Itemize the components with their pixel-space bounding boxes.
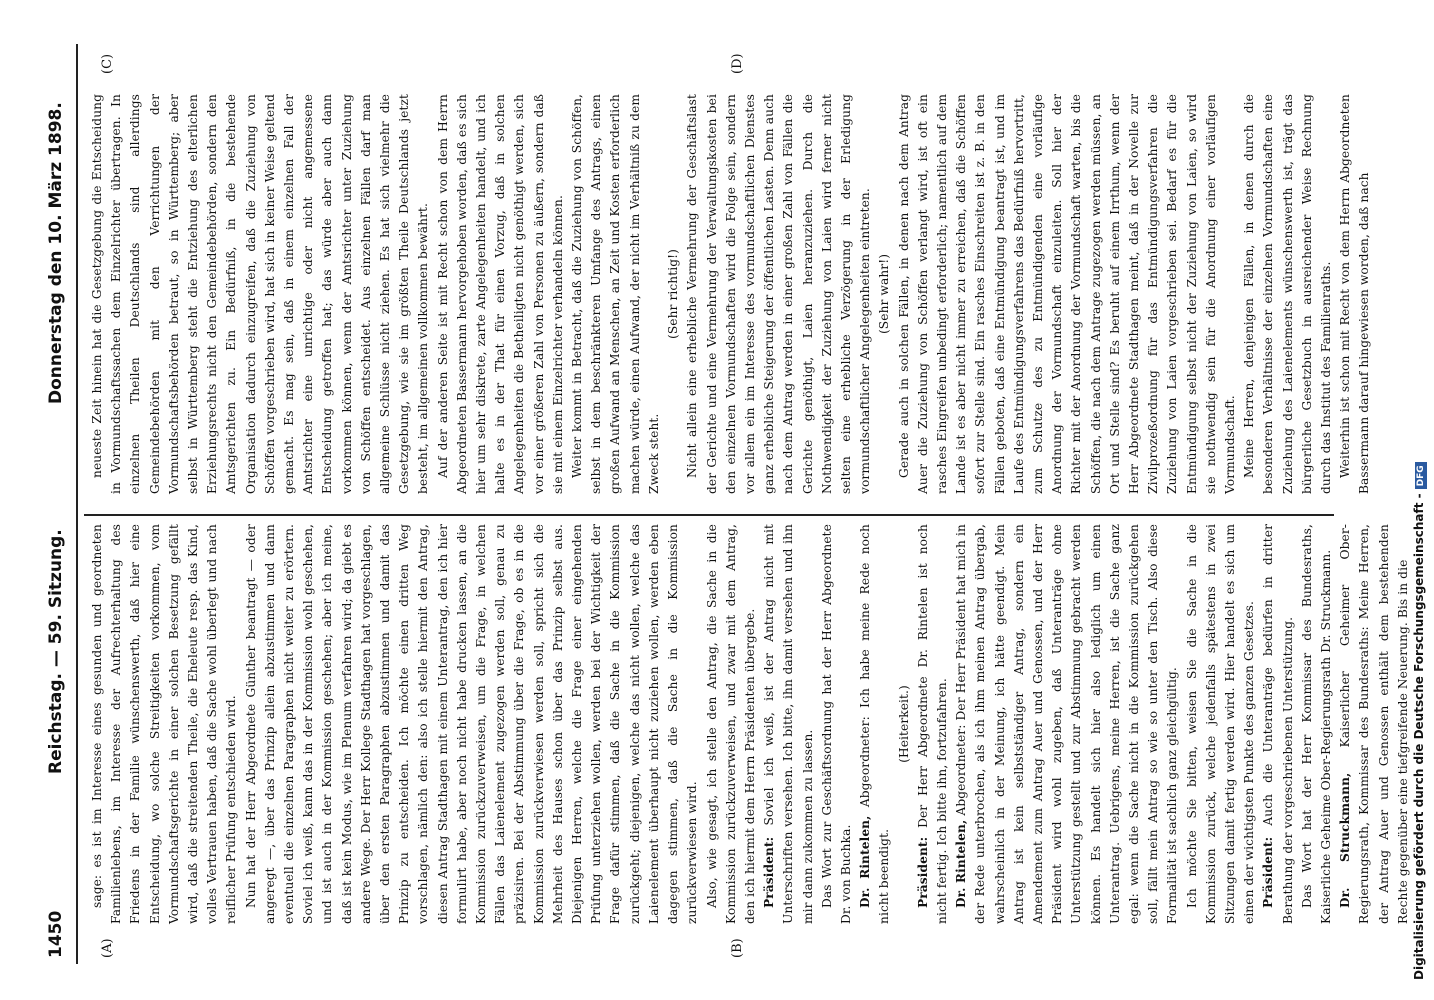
- paragraph: [703, 524, 761, 924]
- left-column: [88, 524, 1410, 924]
- margin-mark-b: (B): [730, 938, 745, 958]
- paragraph: [683, 94, 875, 494]
- paragraph-text: Das Wort hat der Herr Kommissar des Bundesraths, Kaiserliche Geheime Ober-Regierungsrath Dr. Struckmann.: [1299, 524, 1333, 924]
- margin-mark-c: (C): [100, 53, 115, 74]
- paragraph: [88, 94, 434, 494]
- paragraph: [1259, 524, 1297, 924]
- speaker-name: Dr. Rintelen,: [858, 815, 873, 908]
- paragraph: [818, 524, 856, 924]
- paragraph-text: neueste Zeit hinein hat die Gesetzgebung die Entscheidung in Vormundschaftssachen dem Einzelrichter übertragen. In einzelnen Theilen Deutschlands sind allerdings Gemeindebehörden mit den Verrichtungen der Vormundschaftsbehörden betraut, so in Württemberg; aber selbst in Württemberg steht die Entziehung des elterlichen Erziehungsrechts nicht den Gemeindebehörden, sondern den Amtsgerichten zu. Ein Bedürfniß, in die bestehende Organisation dadurch einzugreifen, daß die Zuziehung von Schöffen vorgeschrieben wird, hat sich in keiner Weise geltend gemacht. Es mag sein, daß in einem einzelnen Fall der Amtsrichter eine unrichtige oder nicht angemessene Entscheidung getroffen hat; das würde aber auch dann vorkommen können, wenn der Amtsrichter unter Zuziehung von Schöffen entscheidet. Aus einzelnen Fällen darf man allgemeine Schlüsse nicht ziehen. Es hat sich vielmehr die Gesetzgebung, wie sie im größten Theile Deutschlands jetzt besteht, im allgemeinen vollkommen bewährt.: [90, 94, 431, 494]
- paragraph: [952, 524, 1182, 924]
- paragraph: [1298, 524, 1336, 924]
- speaker-name: Dr. Rintelen,: [954, 819, 969, 908]
- paragraph: [568, 94, 664, 494]
- header-rule: [76, 44, 78, 964]
- paragraph: [1336, 524, 1413, 924]
- paragraph: [856, 524, 894, 924]
- right-column: [88, 94, 1372, 494]
- paragraph: [88, 524, 242, 924]
- header-date: Donnerstag den 10. März 1898.: [46, 102, 66, 404]
- paragraph: [434, 94, 568, 494]
- dfg-logo: DFG: [1415, 462, 1427, 489]
- speaker-name: Präsident:: [762, 836, 777, 908]
- paragraph-text: Auch die Unteranträge bedürfen in dritter Berathung der vorgeschriebenen Unterstützung.: [1261, 524, 1295, 924]
- paragraph-text: Abgeordneter: Der Herr Präsident hat mich in der Rede unterbrochen, als ich ihm meinen Antrag übergab, wahrscheinlich in der Meinung, ich hätte geendigt. Mein Antrag ist kein selbstständiger Antrag, sondern ein Amendement zum Antrag Auer und Genossen, und der Herr Präsident wird wohl zugeben, daß Unteranträge ohne Unterstützung gestellt und zur Abstimmung gebracht werden können. Es handelt sich hier also lediglich um einen Unterantrag. Uebrigens, meine Herren, ist die Sache ganz egal: wenn die Sache nicht in die Kommission zurückgehen soll, fällt mein Antrag so wie so unter den Tisch. Also diese Formalität ist sachlich ganz gleichgültig.: [954, 524, 1180, 924]
- margin-mark-a: (A): [100, 938, 115, 958]
- paragraph-text: (Sehr wahr!): [877, 253, 892, 335]
- paragraph-text: Soviel ich weiß, ist der Antrag nicht mit Unterschriften versehen. Ich bitte, ihn damit versehen und ihn mir dann zukommen zu lassen.: [762, 524, 815, 924]
- paragraph: [242, 524, 703, 924]
- paragraph: [875, 94, 894, 494]
- speaker-name: Dr. Struckmann,: [1338, 772, 1353, 908]
- paragraph: [1183, 524, 1260, 924]
- paragraph: [895, 94, 1241, 494]
- paragraph-text: Gerade auch in solchen Fällen, in denen nach dem Antrag Auer die Zuziehung von Schöffen verlangt wird, ist oft ein rasches Eingreifen unbedingt erforderlich; namentlich auf dem Lande ist es aber nicht immer zu erreichen, daß die Schöffen sofort zur Stelle sind. Ein rasches Einschreiten ist z. B. in den Fällen geboten, daß eine Entmündigung beantragt ist, und im Laufe des Entmündigungsverfahrens das Bedürfniß hervortritt, zum Schutze des zu Entmündigenden eine vorläufige Anordnung der Vormundschaft einzuleiten. Soll hier der Richter mit der Anordnung der Vormundschaft warten, bis die Schöffen, die nach dem Antrage zugezogen werden müssen, an Ort und Stelle sind? Es beruht auf einem Irrthum, wenn der Herr Abgeordnete Stadthagen meint, daß in der Novelle zur Zivilprozeßordnung für das Entmündigungsverfahren die Zuziehung von Laien vorgeschrieben sei. Bedarf es für die Entmündigung selbst nicht der Zuziehung von Laien, so wird sie nothwendig sein für die Anordnung einer vorläufigen Vormundschaft.: [896, 94, 1237, 494]
- paragraph-text: Abgeordneter: Ich habe meine Rede noch nicht beendigt.: [858, 524, 892, 924]
- paragraph-text: Kaiserlicher Geheimer Ober-Regierungsrath, Kommissar des Bundesraths: Meine Herren, der Antrag Auer und Genossen enthält dem bestehenden Rechte gegenüber eine tiefgreifende Neuerung. Bis in die: [1338, 524, 1410, 924]
- paragraph: [914, 524, 952, 924]
- paragraph-text: Weiterhin ist schon mit Recht von dem Herrn Abgeordneten Bassermann darauf hingewiesen worden, daß nach: [1338, 94, 1372, 494]
- paragraph: [895, 524, 914, 924]
- paragraph-text: Ich möchte Sie bitten, weisen Sie die Sache in die Kommission zurück, welche jedenfalls spätestens in zwei Sitzungen damit fertig werden wird. Hier handelt es sich um einen der wichtigsten Punkte des ganzen Gesetzes.: [1184, 524, 1257, 924]
- page-number: 1450: [46, 910, 66, 958]
- paragraph-text: Nun hat der Herr Abgeordnete Günther beantragt — oder angeregt —, über das Prinzip allein abzustimmen und dann eventuell die einzelnen Paragraphen nicht weiter zu erörtern. Soviel ich weiß, kann das in der Kommission wohl geschehen, und ist auch in der Kommission geschehen; aber ich meine, daß ist kein Modus, wie im Plenum verfahren wird; da giebt es andere Wege. Der Herr Kollege Stadthagen hat vorgeschlagen, über den ersten Paragraphen abzustimmen und damit das Prinzip zu entscheiden. Ich möchte einen dritten Weg vorschlagen, nämlich den: also ich stelle hiermit den Antrag, diesen Antrag Stadthagen mit einem Unterantrag, den ich hier formulirt habe, aber noch nicht habe drucken lassen, an die Kommission zurückzuverweisen, um die Frage, in welchen Fällen das Laienelement zugezogen werden soll, genau zu präzisiren. Bei der Abstimmung über die Frage, ob es in die Kommission zurückverwiesen werden soll, spricht sich die Mehrheit des Hauses schon über das Prinzip selbst aus. Diejenigen Herren, welche die Frage einer eingehenden Prüfung unterziehen wollen, werden bei der Wichtigkeit der Frage dafür stimmen, daß die Sache in die Kommission zurückgeht; diejenigen, welche das nicht wollen, welche das Laienelement überhaupt nicht zuziehen wollen, werden eben dagegen stimmen, daß die Sache in die Kommission zurückverwiesen wird.: [243, 524, 700, 924]
- paragraph-text: Also, wie gesagt, ich stelle den Antrag, die Sache in die Kommission zurückzuverweisen, und zwar mit dem Antrag, den ich hiermit dem Herrn Präsidenten übergebe.: [704, 524, 757, 924]
- paragraph-text: (Sehr richtig!): [666, 249, 681, 340]
- rotated-print-area: [40, 44, 1410, 964]
- paragraph: [664, 94, 683, 494]
- paragraph: [760, 524, 818, 924]
- watermark-text: Digitalisierung gefördert durch die Deutsche Forschungsgemeinschaft -: [1412, 493, 1426, 980]
- paragraph-text: Meine Herren, denjenigen Fällen, in denen durch die besonderen Verhältnisse der einzelnen Vormundschaften eine Zuziehung des Laienelements wünschenswerth ist, trägt das bürgerliche Gesetzbuch in ausreichender Weise Rechnung durch das Institut des Familienraths.: [1242, 94, 1333, 494]
- paragraph-text: sage: es ist im Interesse eines gesunden und geordneten Familienlebens, im Interesse der Aufrechterhaltung des Friedens in der Familie wünschenswerth, daß hier eine Entscheidung, wo solche Streitigkeiten vorkommen, vom Vormundschaftsgerichte in einer solchen Besetzung gefällt wird, daß die streitenden Theile, die Eheleute resp. das Kind, volles Vertrauen haben, daß die Sache wohl überlegt und nach reiflicher Prüfung entschieden wird.: [90, 524, 239, 924]
- paragraph-text: Weiter kommt in Betracht, daß die Zuziehung von Schöffen, selbst in dem beschränkteren Umfange des Antrags, einen großen Aufwand an Menschen, an Zeit und Kosten erforderlich machen würde, einen Aufwand, der nicht im Verhältniß zu dem Zweck steht.: [570, 94, 661, 494]
- paragraph-text: Auf der anderen Seite ist mit Recht schon von dem Herrn Abgeordneten Bassermann hervorgehoben worden, daß es sich hier um sehr diskrete, zarte Angelegenheiten handelt, und ich halte es in der That für einen Vorzug, daß in solchen Angelegenheiten die Betheiligten nicht genöthigt werden, sich vor einer größeren Zahl von Personen zu äußern, sondern daß sie mit einem Einzelrichter verhandeln können.: [435, 94, 565, 494]
- paragraph-text: Nicht allein eine erhebliche Vermehrung der Geschäftslast der Gerichte und eine Vermehrung der Verwaltungskosten bei den einzelnen Vormundschaften wird die Folge sein, sondern vor allem ein im Interesse des vormundschaftlichen Dienstes ganz erhebliche Steigerung der öffentlichen Lasten. Denn auch nach dem Antrag werden in einer großen Zahl von Fällen die Gerichte genöthigt, Laien heranzuziehen. Durch die Nothwendigkeit der Zuziehung von Laien wird ferner nicht selten eine erhebliche Verzögerung in der Erledigung vormundschaftlicher Angelegenheiten eintreten.: [685, 94, 873, 494]
- margin-mark-d: (D): [730, 53, 745, 74]
- speaker-name: Präsident:: [915, 836, 930, 908]
- paragraph-text: (Heiterkeit.): [896, 685, 911, 763]
- running-header: [40, 44, 80, 964]
- header-session: Reichstag. — 59. Sitzung.: [46, 529, 66, 774]
- paragraph-text: Das Wort zur Geschäftsordnung hat der Herr Abgeordnete Dr. von Buchka.: [819, 524, 853, 924]
- paragraph-text: Der Herr Abgeordnete Dr. Rintelen ist noch nicht fertig. Ich bitte ihn, fortzufahren.: [915, 524, 949, 924]
- column-divider: [84, 514, 1334, 516]
- paragraph: [1336, 94, 1374, 494]
- speaker-name: Präsident:: [1261, 836, 1276, 908]
- digitization-watermark: [1412, 20, 1432, 980]
- paragraph: [1240, 94, 1336, 494]
